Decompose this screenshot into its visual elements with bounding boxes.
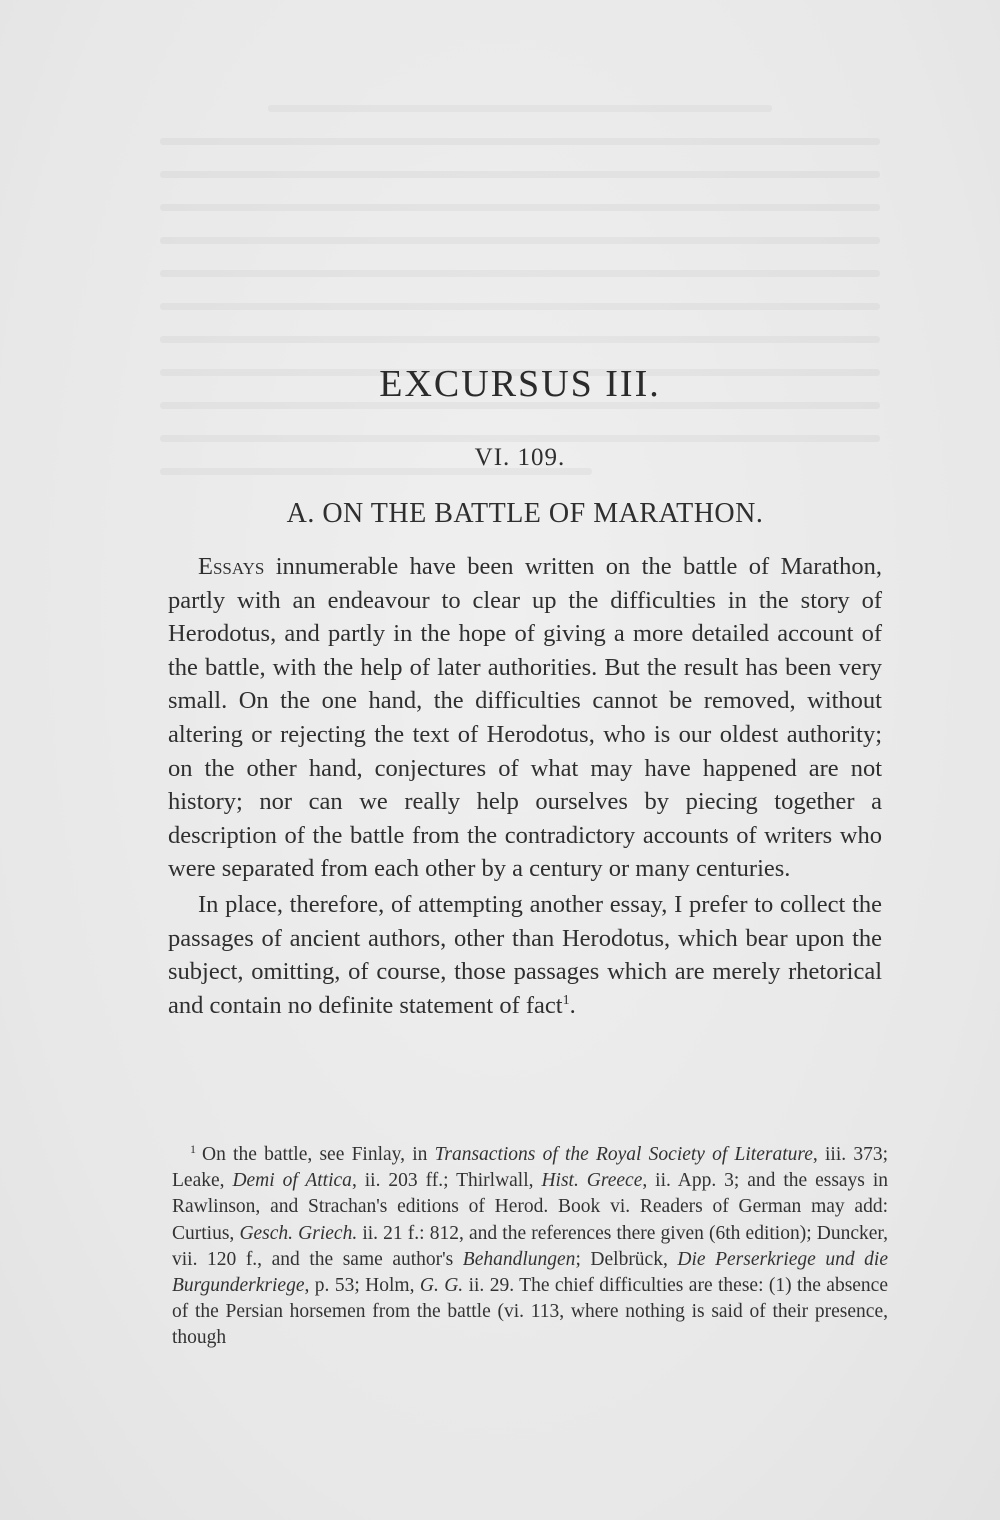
section-heading: A. ON THE BATTLE OF MARATHON. xyxy=(286,498,764,529)
footnote-citation-title: Demi of Attica xyxy=(232,1170,352,1192)
footnote-text-run: , iii. 373; Leake, xyxy=(172,1144,888,1192)
footnote-citation-title: G. G. xyxy=(419,1275,464,1297)
footnote-citation-title: Transactions of the Royal Society of Literature xyxy=(434,1144,813,1165)
footnote-text-run: , ii. 203 ff.; Thirlwall, xyxy=(351,1170,542,1192)
footnote-citation-title: Die Perserkriege und die Burgunderkriege xyxy=(172,1248,889,1297)
footnote-text-run: ii. 29. The chief difficulties are these: (1) the absence of the Persian horsemen from the battle (vi. 113, where nothing is said of their presence, though xyxy=(172,1275,888,1349)
footnote-text-run: , p. 53; Holm, xyxy=(304,1275,420,1297)
paragraph-1 xyxy=(168,550,882,886)
footnote xyxy=(172,1142,888,1352)
footnote-text xyxy=(172,1141,889,1349)
footnote-text-run: ; Delbrück, xyxy=(575,1248,678,1270)
paragraph-lead-word: Essays xyxy=(198,553,265,580)
footnote-text-run: ii. 21 f.: 812, and the references there given (6th edition); Duncker, vii. 120 f., and the same author's xyxy=(172,1222,888,1270)
footnote-citation-title: Gesch. Griech. xyxy=(239,1222,358,1244)
footnote-citation-title: Hist. Greece xyxy=(541,1170,643,1192)
footnote-text-run: On the battle, see Finlay, in xyxy=(202,1144,435,1165)
footnote-number: 1 xyxy=(190,1141,196,1156)
excursus-title: EXCURSUS III. xyxy=(379,363,661,405)
footnote-citation-title: Behandlungen xyxy=(462,1248,576,1270)
footnote-marker: 1 xyxy=(562,992,570,1008)
paragraph-1-text: innumerable have been written on the battle of Marathon, partly with an endeavour to clear up the difficulties in the story of Herodotus, and partly in the hope of giving a more detailed account of the battle, with the help of later authorities. But the result has been very small. On the one hand, the difficulties cannot be removed, without altering or rejecting the text of Herodotus, who is our oldest authority; on the other hand, conjectures of what may have happened are not history; nor can we really help ourselves by piecing together a description of the battle from the contradictory accounts of writers who were separated from each other by a century or many centuries. xyxy=(168,553,882,883)
footnote-text-run: , ii. App. 3; and the essays in Rawlinson, and Strachan's editions of Herod. Book vi. Readers of German may add: Curtius, xyxy=(172,1170,889,1244)
section-reference: VI. 109. xyxy=(474,444,566,471)
main-text xyxy=(168,550,882,1022)
paragraph-2 xyxy=(168,888,882,1022)
paragraph-2-end: . xyxy=(569,991,576,1019)
paragraph-2-text: In place, therefore, of attempting another essay, I prefer to collect the passages of ancient authors, other than Herodotus, which bear upon the subject, omitting, of course, those passages which are merely rhetorical and contain no definite statement of fact xyxy=(168,890,882,1019)
